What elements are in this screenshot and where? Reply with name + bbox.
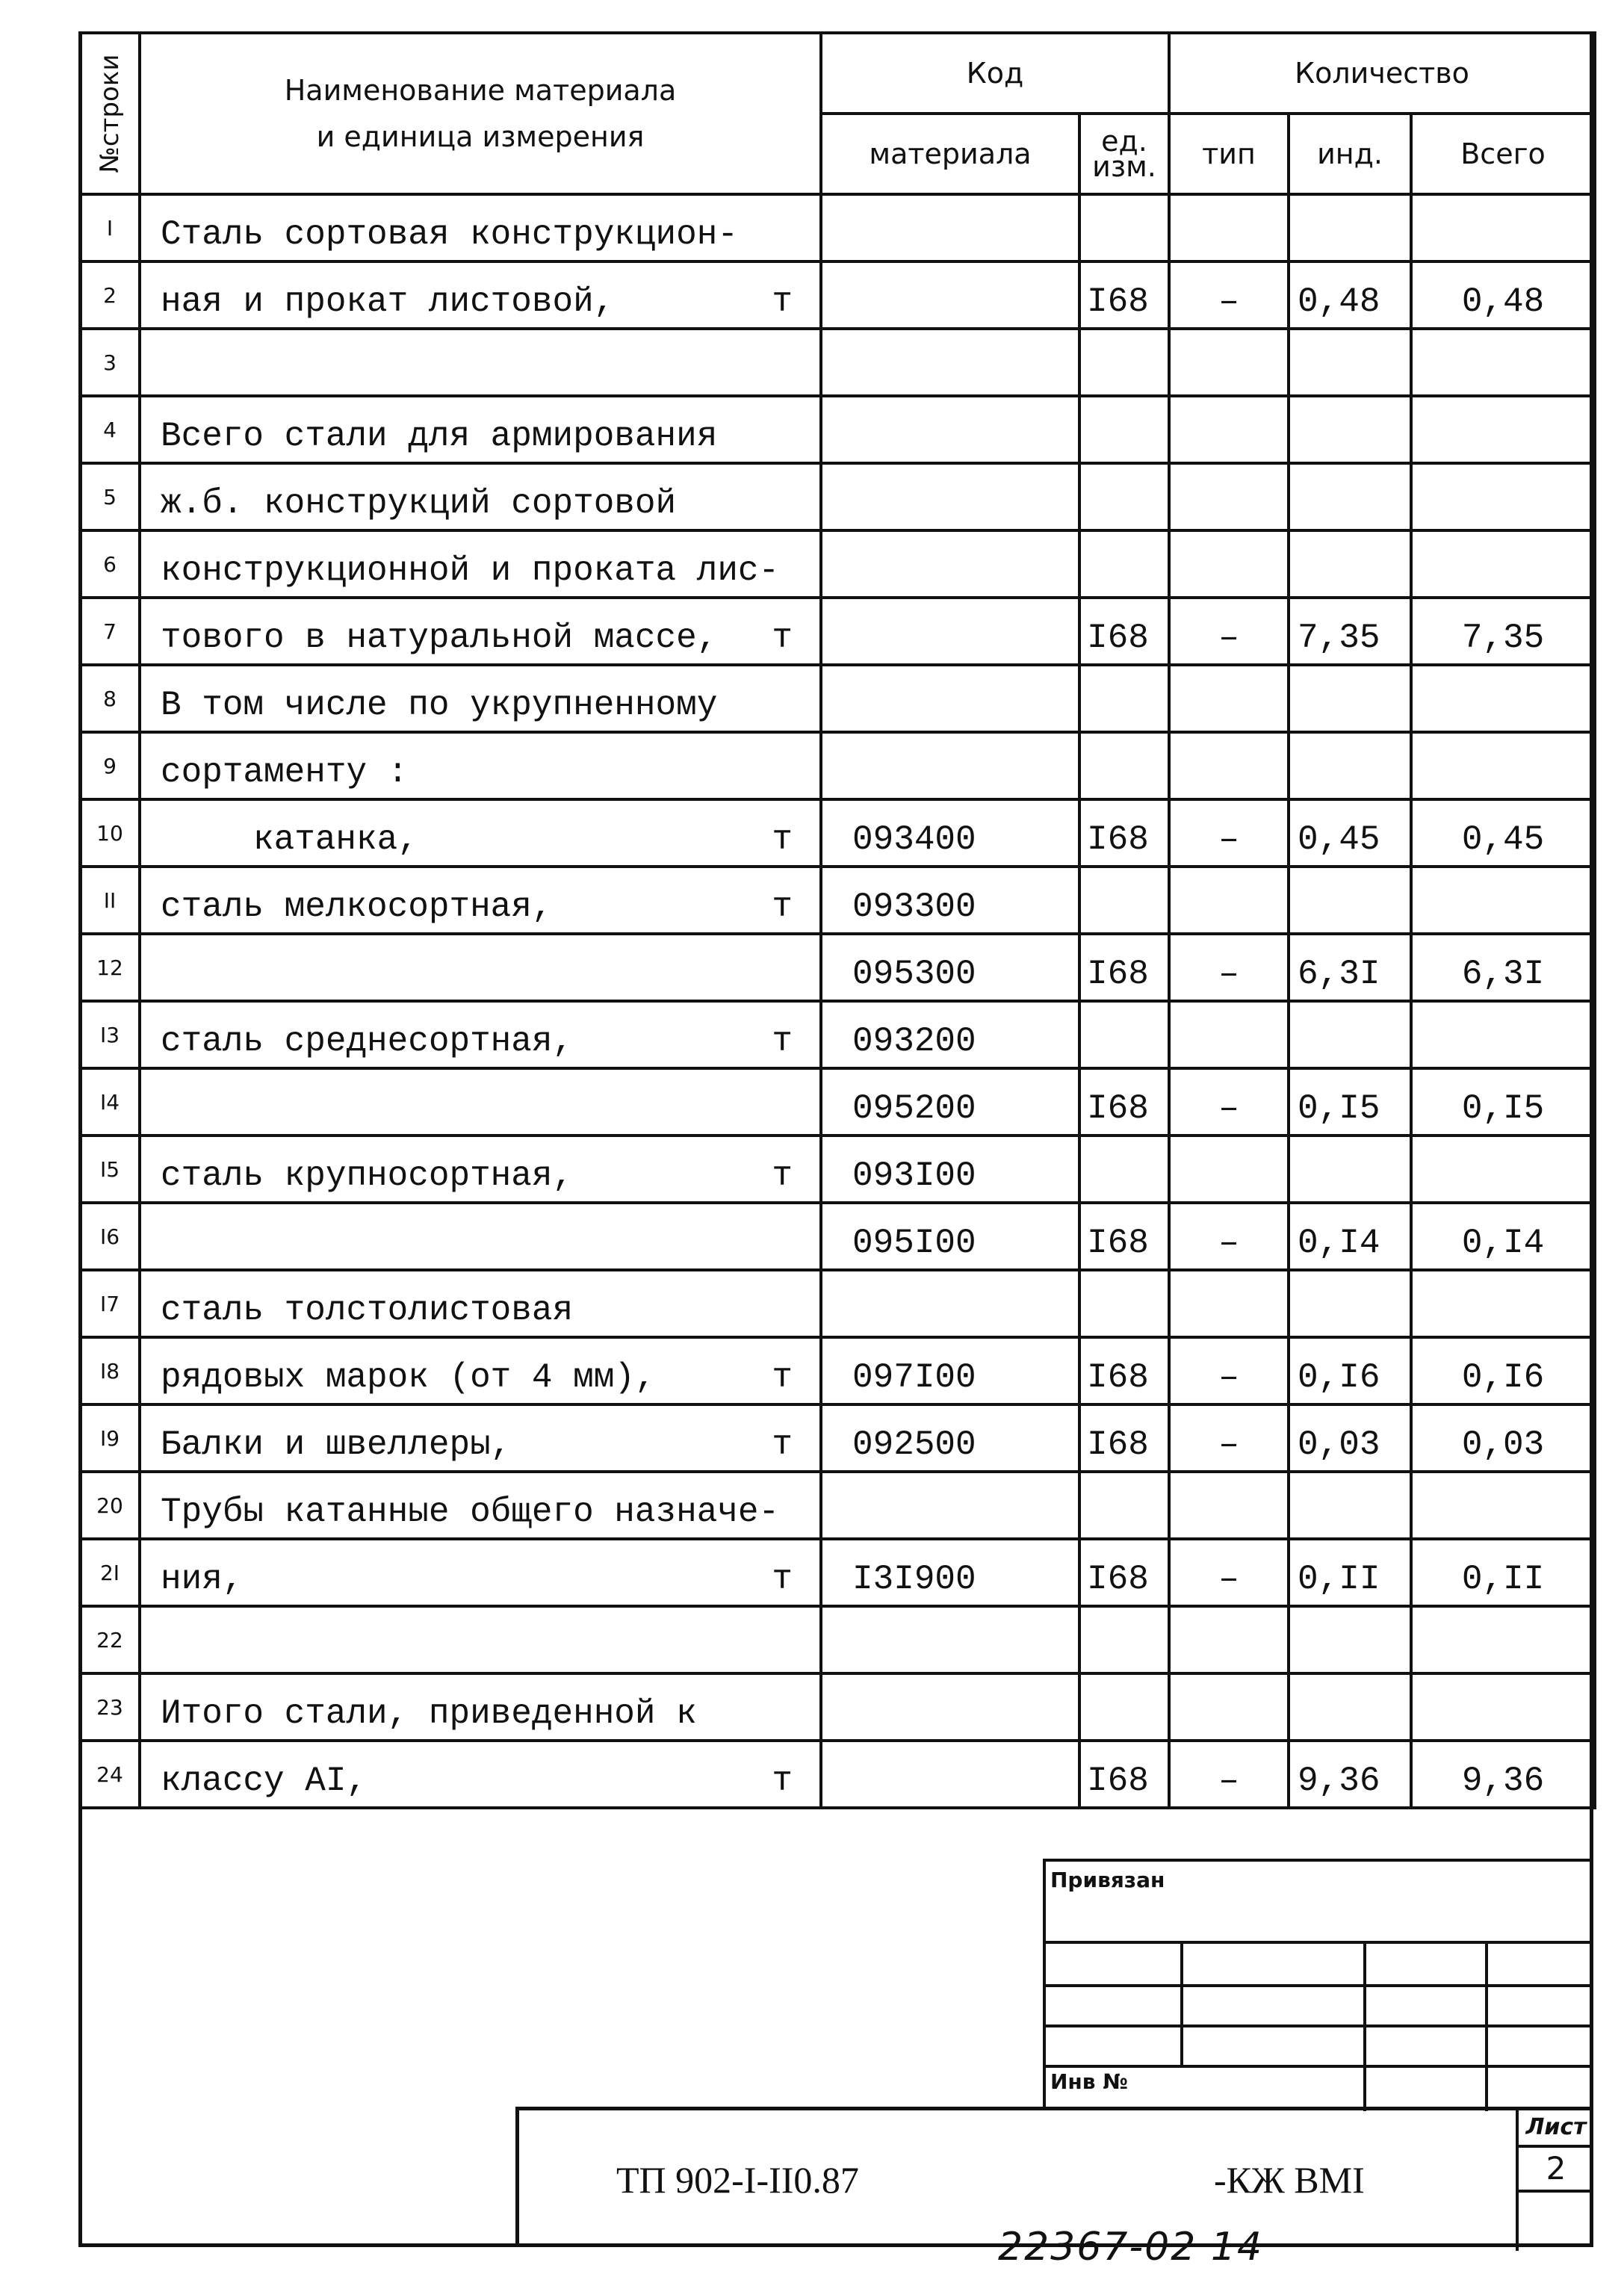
- quantity-total: 0,03: [1411, 1404, 1595, 1472]
- material-name: [140, 530, 821, 598]
- measure-unit: т: [772, 1762, 793, 1800]
- table-row: [80, 1741, 1595, 1808]
- material-name: [140, 1404, 821, 1472]
- material-code: 095200: [821, 1068, 1079, 1136]
- material-code: [821, 1673, 1079, 1741]
- unit-code: [1079, 1606, 1169, 1673]
- unit-code: I68: [1079, 1404, 1169, 1472]
- material-name-text: ная и прокат листовой,: [161, 282, 615, 321]
- quantity-individual: [1289, 732, 1411, 799]
- material-name: [140, 799, 821, 867]
- material-name-header-line1: Наименование материала: [284, 74, 677, 107]
- quantity-header: Количество: [1169, 33, 1595, 114]
- quantity-individual: 9,36: [1289, 1741, 1411, 1808]
- quantity-type: [1169, 1606, 1289, 1673]
- table-row: [80, 1001, 1595, 1068]
- table-row: [80, 934, 1595, 1001]
- measure-unit: т: [772, 1560, 793, 1599]
- quantity-type: [1169, 530, 1289, 598]
- unit-code: [1079, 396, 1169, 463]
- material-name-text: Трубы катанные общего назначе-: [161, 1493, 780, 1531]
- archive-number: 22367-02 14: [998, 2225, 1264, 2270]
- table-row: [80, 665, 1595, 732]
- row-number: I8: [80, 1337, 140, 1404]
- measure-unit: т: [772, 1022, 793, 1061]
- material-code: [821, 329, 1079, 396]
- row-number-header: №строки: [80, 33, 140, 194]
- quantity-individual: [1289, 396, 1411, 463]
- code-header: Код: [821, 33, 1169, 114]
- row-number: 10: [80, 799, 140, 867]
- material-name: [140, 1673, 821, 1741]
- table-row: [80, 1404, 1595, 1472]
- unit-code: [1079, 665, 1169, 732]
- material-name-text: катанка,: [253, 820, 418, 859]
- material-code: 093400: [821, 799, 1079, 867]
- material-name: [140, 1203, 821, 1270]
- stamp-line: [1046, 2024, 1593, 2027]
- material-name: [140, 463, 821, 530]
- quantity-type: –: [1169, 598, 1289, 665]
- table-row: [80, 1270, 1595, 1337]
- table-row: [80, 329, 1595, 396]
- measure-unit: т: [772, 282, 793, 321]
- material-code: 095300: [821, 934, 1079, 1001]
- table-row: [80, 261, 1595, 329]
- row-number: 12: [80, 934, 140, 1001]
- material-name-text: классу АI,: [161, 1762, 368, 1800]
- material-name-text: ж.б. конструкций сортовой: [161, 484, 677, 523]
- measure-unit: т: [772, 1358, 793, 1397]
- row-number: 24: [80, 1741, 140, 1808]
- material-name: [140, 194, 821, 261]
- material-name-text: ния,: [161, 1560, 244, 1599]
- binding-stamp: [1043, 1859, 1593, 2108]
- quantity-individual: [1289, 1606, 1411, 1673]
- stamp-divider: [1485, 1941, 1488, 2111]
- quantity-total: 0,48: [1411, 261, 1595, 329]
- material-code-header: материала: [821, 114, 1079, 194]
- unit-code: [1079, 1673, 1169, 1741]
- table-row: [80, 1472, 1595, 1539]
- table-row: [80, 867, 1595, 934]
- quantity-type: –: [1169, 1203, 1289, 1270]
- quantity-individual: [1289, 867, 1411, 934]
- unit-code: [1079, 1472, 1169, 1539]
- quantity-total: [1411, 396, 1595, 463]
- material-code: I3I900: [821, 1539, 1079, 1606]
- individual-header: инд.: [1289, 114, 1411, 194]
- material-code: [821, 530, 1079, 598]
- quantity-total: [1411, 1673, 1595, 1741]
- quantity-individual: [1289, 194, 1411, 261]
- quantity-individual: 6,3I: [1289, 934, 1411, 1001]
- material-name: [140, 598, 821, 665]
- material-code: 093I00: [821, 1136, 1079, 1203]
- materials-table: [78, 31, 1596, 1809]
- stamp-line: [1046, 1984, 1593, 1987]
- quantity-type: [1169, 1270, 1289, 1337]
- quantity-individual: [1289, 1472, 1411, 1539]
- quantity-individual: [1289, 665, 1411, 732]
- quantity-total: [1411, 867, 1595, 934]
- quantity-individual: [1289, 1136, 1411, 1203]
- quantity-total: 6,3I: [1411, 934, 1595, 1001]
- inventory-number-label: Инв №: [1050, 2069, 1128, 2094]
- material-name-text: тового в натуральной массе,: [161, 619, 718, 657]
- material-name-text: сталь среднесортная,: [161, 1022, 574, 1061]
- type-header: тип: [1169, 114, 1289, 194]
- quantity-individual: 0,II: [1289, 1539, 1411, 1606]
- table-row: [80, 1673, 1595, 1741]
- material-code: [821, 1741, 1079, 1808]
- unit-code: I68: [1079, 1337, 1169, 1404]
- quantity-individual: [1289, 530, 1411, 598]
- material-name: [140, 1741, 821, 1808]
- table-row: [80, 1539, 1595, 1606]
- unit-code: I68: [1079, 1741, 1169, 1808]
- document-suffix: -КЖ ВМI: [1214, 2159, 1365, 2201]
- quantity-individual: 0,48: [1289, 261, 1411, 329]
- quantity-total: [1411, 1472, 1595, 1539]
- material-name: [140, 867, 821, 934]
- quantity-total: 0,45: [1411, 799, 1595, 867]
- quantity-type: –: [1169, 799, 1289, 867]
- quantity-individual: 0,I6: [1289, 1337, 1411, 1404]
- quantity-total: [1411, 665, 1595, 732]
- quantity-type: [1169, 1472, 1289, 1539]
- row-number: 3: [80, 329, 140, 396]
- measure-unit: т: [772, 887, 793, 926]
- table-row: [80, 1606, 1595, 1673]
- unit-code: I68: [1079, 1539, 1169, 1606]
- material-code: [821, 732, 1079, 799]
- quantity-type: –: [1169, 1539, 1289, 1606]
- material-name-header: [140, 33, 821, 194]
- row-number: 22: [80, 1606, 140, 1673]
- row-number: I9: [80, 1404, 140, 1472]
- material-name-text: Итого стали, приведенной к: [161, 1694, 697, 1733]
- material-name-text: рядовых марок (от 4 мм),: [161, 1358, 656, 1397]
- material-name-text: конструкционной и проката лис-: [161, 551, 780, 590]
- quantity-individual: 0,45: [1289, 799, 1411, 867]
- material-name-text: Сталь сортовая конструкцион-: [161, 215, 738, 254]
- quantity-individual: [1289, 1001, 1411, 1068]
- quantity-type: –: [1169, 1404, 1289, 1472]
- unit-code: [1079, 867, 1169, 934]
- quantity-type: –: [1169, 934, 1289, 1001]
- quantity-type: [1169, 1673, 1289, 1741]
- sheet-number: 2: [1519, 2148, 1593, 2193]
- total-header: Всего: [1411, 114, 1595, 194]
- row-number: 2: [80, 261, 140, 329]
- unit-code: [1079, 329, 1169, 396]
- row-number: 4: [80, 396, 140, 463]
- document-code: ТП 902-I-II0.87: [616, 2159, 859, 2201]
- material-name: [140, 665, 821, 732]
- quantity-total: [1411, 530, 1595, 598]
- quantity-total: 0,I5: [1411, 1068, 1595, 1136]
- quantity-total: [1411, 463, 1595, 530]
- material-code: 095I00: [821, 1203, 1079, 1270]
- row-number: 6: [80, 530, 140, 598]
- material-code: [821, 463, 1079, 530]
- row-number: 23: [80, 1673, 140, 1741]
- material-code: [821, 665, 1079, 732]
- unit-code: I68: [1079, 1068, 1169, 1136]
- quantity-type: [1169, 867, 1289, 934]
- measure-unit: т: [772, 1425, 793, 1464]
- material-code: 093300: [821, 867, 1079, 934]
- row-number: 5: [80, 463, 140, 530]
- unit-code: [1079, 732, 1169, 799]
- material-name: [140, 934, 821, 1001]
- quantity-individual: [1289, 1270, 1411, 1337]
- quantity-individual: [1289, 1673, 1411, 1741]
- stamp-line: [1046, 1941, 1593, 1944]
- quantity-individual: 0,I5: [1289, 1068, 1411, 1136]
- table-row: [80, 1203, 1595, 1270]
- table-row: [80, 530, 1595, 598]
- stamp-divider: [1363, 1941, 1366, 2111]
- quantity-individual: 0,I4: [1289, 1203, 1411, 1270]
- material-name: [140, 732, 821, 799]
- material-name: [140, 1472, 821, 1539]
- material-code: [821, 261, 1079, 329]
- quantity-total: [1411, 1270, 1595, 1337]
- material-name-text: сортаменту :: [161, 753, 409, 792]
- quantity-type: –: [1169, 1337, 1289, 1404]
- unit-code: [1079, 1001, 1169, 1068]
- quantity-type: [1169, 1136, 1289, 1203]
- quantity-total: 0,II: [1411, 1539, 1595, 1606]
- quantity-individual: [1289, 463, 1411, 530]
- quantity-individual: 7,35: [1289, 598, 1411, 665]
- row-number: II: [80, 867, 140, 934]
- table-row: [80, 396, 1595, 463]
- quantity-individual: [1289, 329, 1411, 396]
- row-number: I: [80, 194, 140, 261]
- material-name: [140, 1001, 821, 1068]
- row-number: I4: [80, 1068, 140, 1136]
- table-row: [80, 732, 1595, 799]
- unit-header: ед. изм.: [1079, 114, 1169, 194]
- stamp-divider: [1180, 1941, 1183, 2068]
- unit-code: I68: [1079, 598, 1169, 665]
- quantity-type: –: [1169, 261, 1289, 329]
- unit-code: I68: [1079, 261, 1169, 329]
- unit-code: [1079, 530, 1169, 598]
- material-name: [140, 1270, 821, 1337]
- row-number: 7: [80, 598, 140, 665]
- material-name: [140, 1136, 821, 1203]
- row-number: I7: [80, 1270, 140, 1337]
- row-number: 2I: [80, 1539, 140, 1606]
- quantity-individual: 0,03: [1289, 1404, 1411, 1472]
- row-number: I6: [80, 1203, 140, 1270]
- material-name: [140, 329, 821, 396]
- material-name-text: В том числе по укрупненному: [161, 686, 718, 725]
- material-code: 092500: [821, 1404, 1079, 1472]
- material-name: [140, 261, 821, 329]
- material-code: [821, 194, 1079, 261]
- quantity-type: [1169, 396, 1289, 463]
- quantity-total: [1411, 1001, 1595, 1068]
- quantity-type: [1169, 665, 1289, 732]
- material-code: [821, 396, 1079, 463]
- stamp-line: [1046, 2065, 1593, 2068]
- unit-code: [1079, 1136, 1169, 1203]
- unit-code: I68: [1079, 1203, 1169, 1270]
- quantity-type: –: [1169, 1068, 1289, 1136]
- quantity-total: [1411, 194, 1595, 261]
- quantity-total: [1411, 1136, 1595, 1203]
- quantity-total: 9,36: [1411, 1741, 1595, 1808]
- row-number: I5: [80, 1136, 140, 1203]
- table-row: [80, 194, 1595, 261]
- unit-code: [1079, 1270, 1169, 1337]
- quantity-type: [1169, 194, 1289, 261]
- quantity-total: 0,I4: [1411, 1203, 1595, 1270]
- unit-code: I68: [1079, 934, 1169, 1001]
- table-row: [80, 463, 1595, 530]
- material-code: [821, 1270, 1079, 1337]
- bound-label: Привязан: [1050, 1868, 1165, 1892]
- table-row: [80, 1337, 1595, 1404]
- table-row: [80, 1136, 1595, 1203]
- quantity-type: –: [1169, 1741, 1289, 1808]
- table-row: [80, 1068, 1595, 1136]
- material-name-text: Балки и швеллеры,: [161, 1425, 512, 1464]
- material-name: [140, 396, 821, 463]
- unit-code: [1079, 194, 1169, 261]
- row-number: I3: [80, 1001, 140, 1068]
- row-number: 8: [80, 665, 140, 732]
- measure-unit: т: [772, 1156, 793, 1195]
- quantity-total: [1411, 732, 1595, 799]
- material-name-text: сталь толстолистовая: [161, 1291, 574, 1330]
- measure-unit: т: [772, 619, 793, 657]
- quantity-total: [1411, 329, 1595, 396]
- quantity-total: 0,I6: [1411, 1337, 1595, 1404]
- table-row: [80, 598, 1595, 665]
- material-code: 097I00: [821, 1337, 1079, 1404]
- quantity-type: [1169, 732, 1289, 799]
- material-code: [821, 1472, 1079, 1539]
- quantity-total: 7,35: [1411, 598, 1595, 665]
- sheet-label: Лист: [1519, 2110, 1593, 2148]
- measure-unit: т: [772, 820, 793, 859]
- material-code: [821, 1606, 1079, 1673]
- row-number: 9: [80, 732, 140, 799]
- material-name-text: сталь крупносортная,: [161, 1156, 574, 1195]
- material-name: [140, 1606, 821, 1673]
- quantity-type: [1169, 1001, 1289, 1068]
- quantity-type: [1169, 329, 1289, 396]
- unit-code: [1079, 463, 1169, 530]
- material-name: [140, 1539, 821, 1606]
- sheet-cell: [1516, 2110, 1593, 2251]
- quantity-type: [1169, 463, 1289, 530]
- quantity-total: [1411, 1606, 1595, 1673]
- material-name: [140, 1337, 821, 1404]
- row-number: 20: [80, 1472, 140, 1539]
- material-name-text: сталь мелкосортная,: [161, 887, 553, 926]
- table-row: [80, 799, 1595, 867]
- material-name-header-line2: и единица измерения: [316, 120, 645, 153]
- material-code: [821, 598, 1079, 665]
- material-name: [140, 1068, 821, 1136]
- unit-code: I68: [1079, 799, 1169, 867]
- material-name-text: Всего стали для армирования: [161, 417, 718, 456]
- material-code: 093200: [821, 1001, 1079, 1068]
